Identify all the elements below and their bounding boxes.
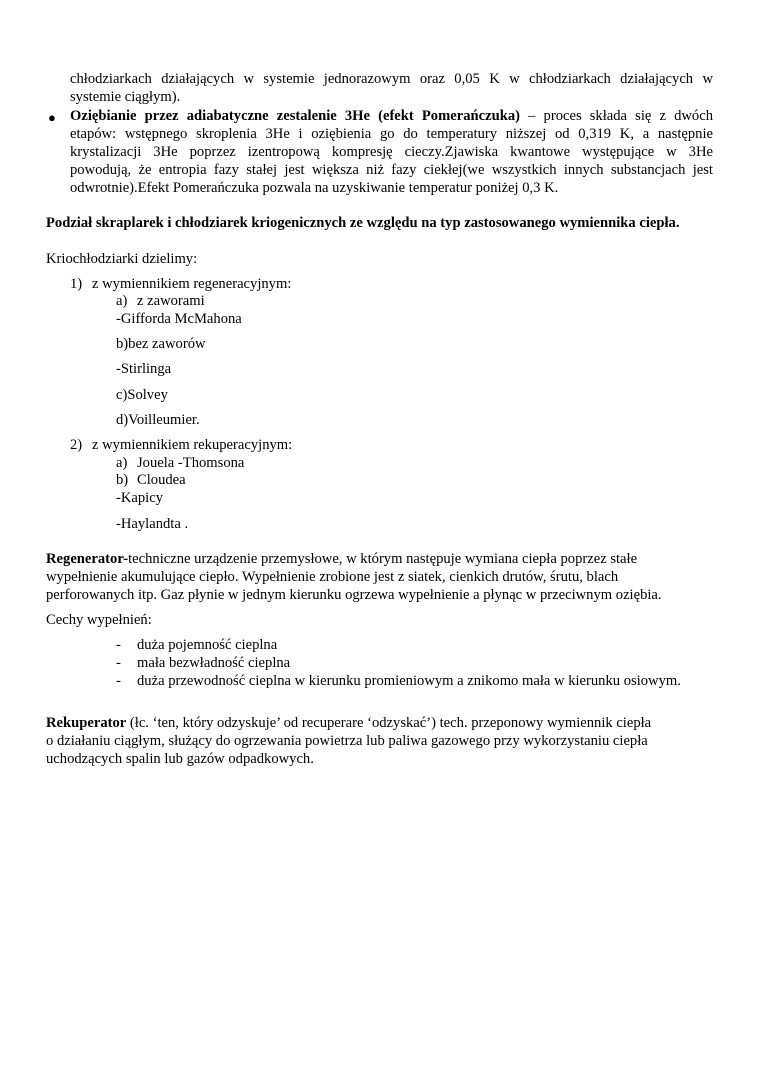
bullet-icon: ● bbox=[48, 110, 56, 125]
text-line: chłodziarkach działających w systemie jednorazowym oraz 0,05 K w chłodziarkach działających w bbox=[70, 71, 713, 87]
text-span: techniczne urządzenie przemysłowe, w którym następuje wymiana ciepła poprzez stałe bbox=[128, 551, 638, 567]
bullet-title: Oziębianie przez adiabatyczne zestalenie 3He (efekt Pomerańczuka) bbox=[70, 108, 520, 124]
text-span: (łc. ‘ten, który odzyskuje’ od recuperare ‘odzyskać’) tech. przeponowy wymiennik ciepła bbox=[126, 715, 652, 731]
list-item: -Stirlinga bbox=[116, 361, 172, 377]
list-mark: a) bbox=[116, 293, 128, 309]
list-item: Jouela -Thomsona bbox=[137, 455, 245, 471]
text-line: powodują, że entropia fazy stałej jest większa niż fazy ciekłej(we wszystkich innych substancjach jest bbox=[70, 162, 713, 178]
list-item: Cloudea bbox=[137, 472, 186, 488]
intro-text: Kriochłodziarki dzielimy: bbox=[46, 251, 198, 267]
list-item: b)bez zaworów bbox=[116, 336, 206, 352]
feature-item: duża pojemność cieplna bbox=[137, 637, 278, 653]
list-item: -Gifforda McMahona bbox=[116, 311, 242, 327]
features-title: Cechy wypełnień: bbox=[46, 612, 152, 628]
feature-item: mała bezwładność cieplna bbox=[137, 655, 291, 671]
list-mark: a) bbox=[116, 455, 128, 471]
term-title: Regenerator- bbox=[46, 551, 129, 567]
text-line: systemie ciągłym). bbox=[70, 89, 181, 105]
text-line: o działaniu ciągłym, służący do ogrzewania powietrza lub paliwa gazowego przy wykorzystaniu ciepła bbox=[46, 733, 648, 749]
dash-marker: - bbox=[116, 655, 121, 671]
text-span: – proces składa się z dwóch bbox=[519, 108, 714, 124]
list-item: z zaworami bbox=[137, 293, 205, 309]
list-item: -Haylandta . bbox=[116, 516, 189, 532]
list-number: 1) bbox=[70, 276, 83, 292]
list-item: c)Solvey bbox=[116, 387, 168, 403]
dash-marker: - bbox=[116, 637, 121, 653]
text-line: wypełnienie akumulujące ciepło. Wypełnienie zrobione jest z siatek, cienkich drutów, śrutu, blach bbox=[46, 569, 619, 585]
term-title: Rekuperator bbox=[46, 715, 127, 731]
text-line bbox=[70, 108, 713, 125]
text-line: odwrotnie).Efekt Pomerańczuka pozwala na uzyskiwanie temperatur poniżej 0,3 K. bbox=[70, 180, 559, 196]
dash-marker: - bbox=[116, 673, 121, 689]
list-item: d)Voilleumier. bbox=[116, 412, 200, 428]
list-title: z wymiennikiem rekuperacyjnym: bbox=[92, 437, 293, 453]
text-line: etapów: wstępnego skroplenia 3He i oziębienia go do temperatury niższej od 0,319 K, a następnie bbox=[70, 126, 713, 142]
list-mark: b) bbox=[116, 472, 129, 488]
text-line: uchodzących spalin lub gazów odpadkowych. bbox=[46, 751, 314, 767]
text-line bbox=[46, 715, 651, 732]
text-line bbox=[46, 551, 637, 568]
list-number: 2) bbox=[70, 437, 83, 453]
text-line: krystalizacji 3He poprzez izentropową kompresję cieczy.Zjawiska kwantowe występujące w 3He bbox=[70, 144, 713, 160]
section-heading: Podział skraplarek i chłodziarek kriogenicznych ze względu na typ zastosowanego wymiennika ciepła. bbox=[46, 215, 680, 231]
feature-item: duża przewodność cieplna w kierunku promieniowym a znikomo mała w kierunku osiowym. bbox=[137, 673, 681, 689]
list-item: -Kapicy bbox=[116, 490, 164, 506]
text-line: perforowanych itp. Gaz płynie w jednym kierunku ogrzewa wypełnienie a płynąc w przeciwnym oziębia. bbox=[46, 587, 662, 603]
list-title: z wymiennikiem regeneracyjnym: bbox=[92, 276, 292, 292]
